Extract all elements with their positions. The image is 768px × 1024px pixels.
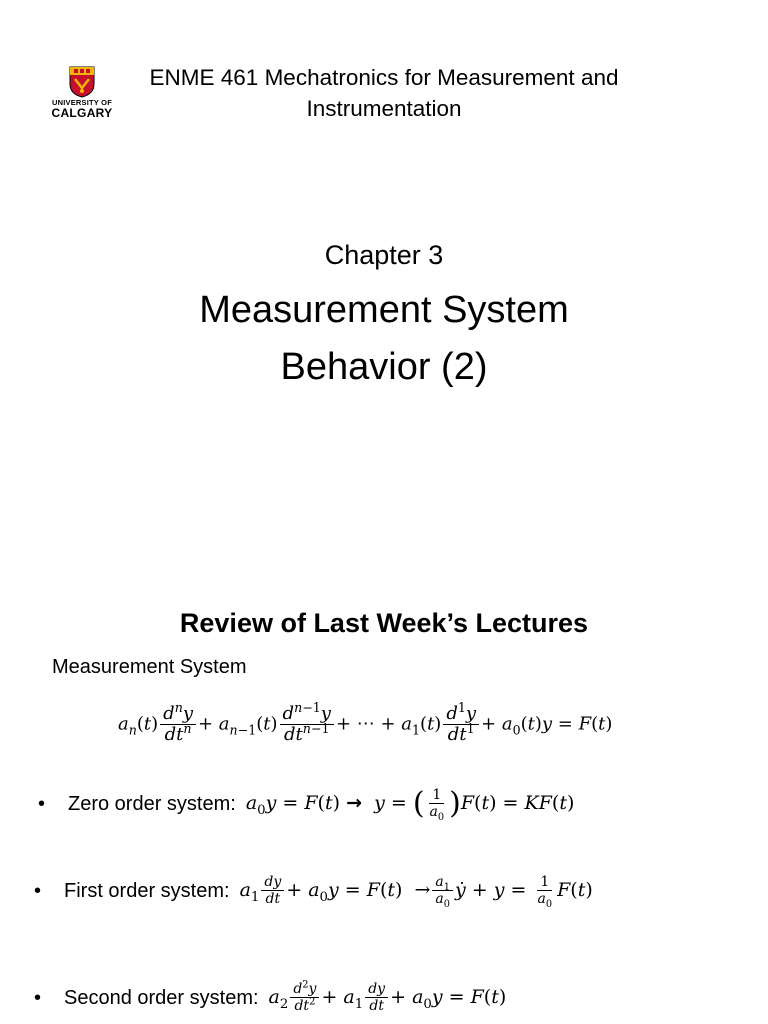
zero-order-item [38, 786, 575, 824]
review-title: Review of Last Week’s Lectures [179, 608, 589, 638]
bullet-icon: • [34, 879, 42, 902]
second-order-label: Second order system: [64, 986, 259, 1009]
first-order-label: First order system: [64, 879, 230, 902]
chapter-label: Chapter 3 [324, 240, 444, 270]
bullet-icon: • [38, 792, 46, 815]
review-slide [0, 580, 768, 1024]
measurement-system-label: Measurement System [52, 656, 247, 678]
slide-title-line1: Measurement System [199, 289, 569, 331]
first-order-item [34, 874, 593, 911]
second-order-item [34, 979, 507, 1015]
university-crest-icon [69, 66, 95, 98]
logo-text-calgary: CALGARY [51, 106, 113, 120]
course-title: ENME 461 Mechatronics for Measurement and Instrumentation [149, 65, 619, 121]
logo-text-university: UNIVERSITY OF [52, 98, 112, 107]
zero-order-label: Zero order system: [68, 792, 236, 815]
general-ode-equation: $a_n(t)$ $\frac{d^ny}{dt^n}$ + $a_{n-1}(t)$ $\frac{d^{n-1}y}{dt^{n-1}}$ + ⋯ + $a_1(t)$ $\frac{d^1y}{dt^1}$ + $a_0(t)y = F(t)$ [118, 700, 613, 745]
zero-order-equation: $a_0y = F(t) \to y$ = ( $\frac{1}{a_0}$ )F(t) = KF(t) [245, 786, 575, 824]
second-order-equation: $a_2$ $\frac{d^2y}{dt^2}$ + $a_1$ $\frac{dy}{dt}$ + $a_0y = F(t)$ [268, 979, 507, 1015]
slide-title-line2: Behavior (2) [280, 346, 488, 388]
bullet-icon: • [34, 986, 42, 1009]
university-logo [46, 66, 118, 119]
slide-title [0, 282, 768, 396]
first-order-equation: $a_1$ $\frac{dy}{dt}$ + $a_0y = F(t)$ → $\frac{a_1}{a_0}$ ẏ + y = $\frac{1}{a_0}$ F(t) [239, 874, 593, 911]
